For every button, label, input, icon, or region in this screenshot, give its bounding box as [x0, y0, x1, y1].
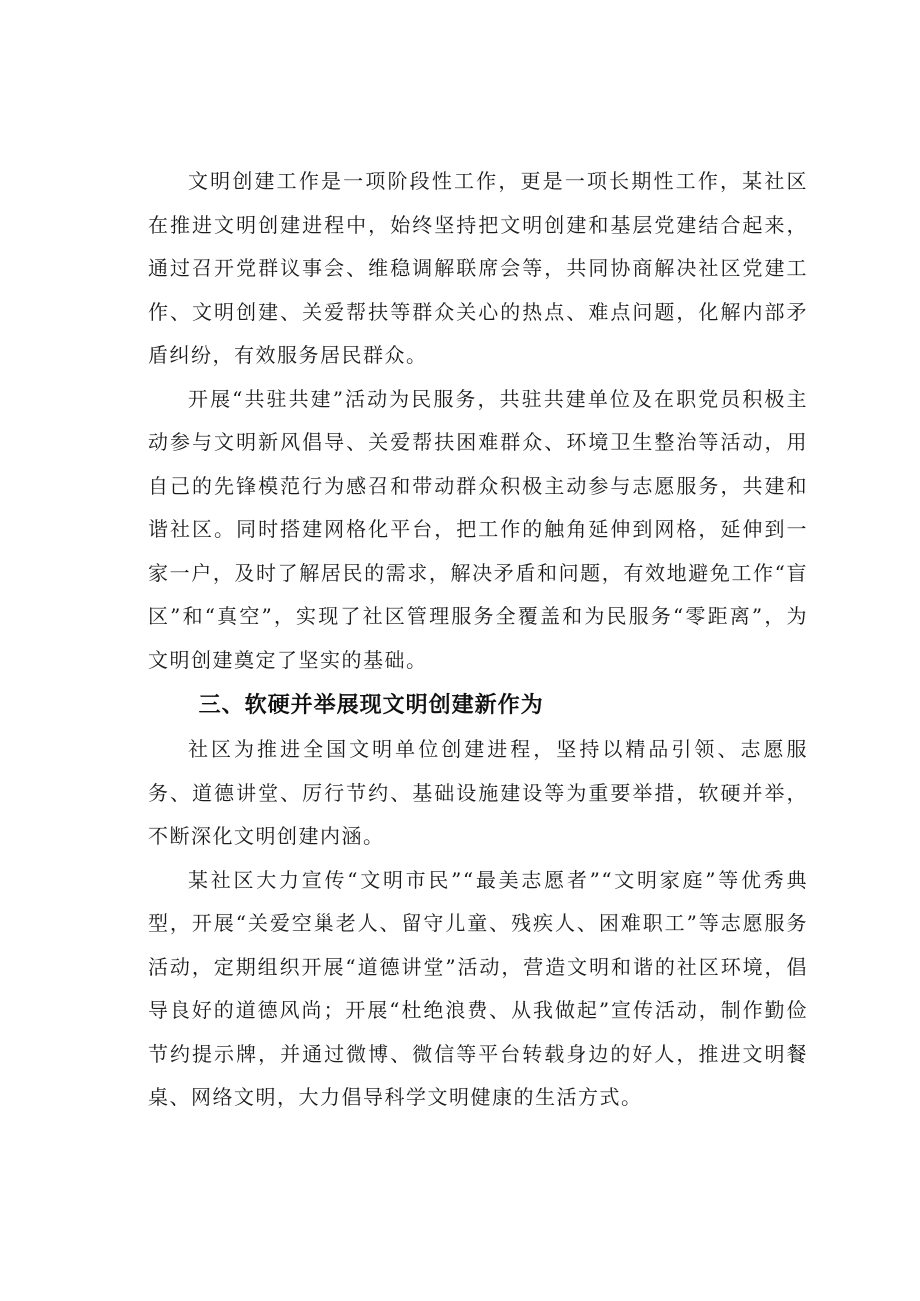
document-body	[148, 160, 808, 1120]
section-heading: 三、软硬并举展现文明创建新作为	[198, 693, 544, 718]
paragraph-civilization-party-building: 文明创建工作是一项阶段性工作，更是一项长期性工作，某社区在推进文明创建进程中，始终坚持把文明创建和基层党建结合起来，通过召开党群议事会、维稳调解联席会等，共同协商解决社区党建工作、文明创建、关爱帮扶等群众关心的热点、难点问题，化解内部矛盾纠纷，有效服务居民群众。	[148, 169, 808, 367]
paragraph-soft-hard-measures: 社区为推进全国文明单位创建进程，坚持以精品引领、志愿服务、道德讲堂、厉行节约、基础设施建设等为重要举措，软硬并举，不断深化文明创建内涵。	[148, 737, 808, 848]
paragraph-co-build-activities: 开展“共驻共建”活动为民服务，共驻共建单位及在职党员积极主动参与文明新风倡导、关爱帮扶困难群众、环境卫生整治等活动，用自己的先锋模范行为感召和带动群众积极主动参与志愿服务，共建和谐社区。同时搭建网格化平台，把工作的触角延伸到网格，延伸到一家一户，及时了解居民的需求，解决矛盾和问题，有效地避免工作“盲区”和“真空”，实现了社区管理服务全覆盖和为民服务“零距离”，为文明创建奠定了坚实的基础。	[148, 386, 808, 672]
paragraph-publicity-volunteer: 某社区大力宣传“文明市民”“最美志愿者”“文明家庭”等优秀典型，开展“关爱空巢老人、留守儿童、残疾人、困难职工”等志愿服务活动，定期组织开展“道德讲堂”活动，营造文明和谐的社区环境，倡导良好的道德风尚；开展“杜绝浪费、从我做起”宣传活动，制作勤俭节约提示牌，并通过微博、微信等平台转载身边的好人，推进文明餐桌、网络文明，大力倡导科学文明健康的生活方式。	[148, 867, 808, 1109]
